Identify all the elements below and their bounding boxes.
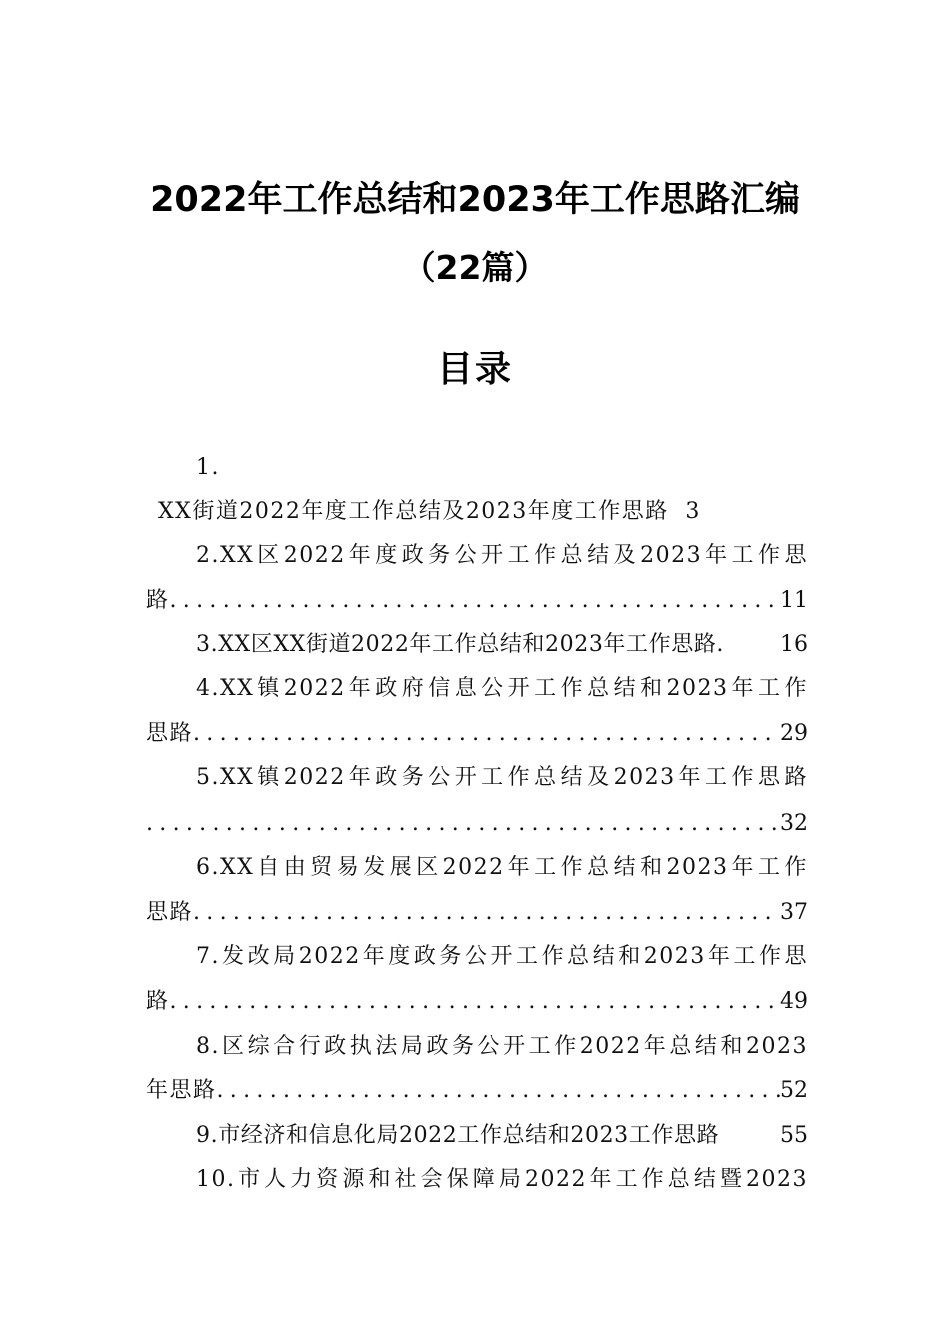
toc-entry-title: 7.发改局2022年度政务公开工作总结和2023年工作思	[196, 944, 808, 969]
toc-entry-title: 4.XX镇2022年政府信息公开工作总结和2023年工作	[196, 676, 808, 701]
dot-leader	[146, 804, 780, 844]
toc-entry-8[interactable]	[146, 1027, 808, 1067]
toc-entry-6[interactable]	[146, 848, 808, 888]
toc-entry-9[interactable]	[146, 1116, 808, 1156]
toc-entry-1[interactable]	[146, 492, 808, 532]
toc-entry-title: 9.市经济和信息化局2022工作总结和2023工作思路	[196, 1123, 720, 1148]
dot-leader	[170, 982, 780, 1022]
dot-leader	[193, 714, 780, 754]
toc-entry-title: XX街道2022年度工作总结及2023年度工作思路	[158, 499, 669, 524]
toc-entry-title-cont: 年思路	[146, 1078, 217, 1103]
toc-entry-5[interactable]	[146, 758, 808, 798]
toc-entry-page: 55	[780, 1123, 808, 1148]
toc-heading: 目录	[436, 349, 513, 390]
toc-entry-5-leader[interactable]	[146, 804, 808, 844]
toc-entry-page: 16	[780, 632, 808, 657]
toc-entry-8-leader[interactable]	[146, 1071, 808, 1111]
toc-entry-page: 49	[780, 989, 808, 1014]
toc-entry-3[interactable]	[146, 625, 808, 665]
toc-entry-page: 32	[780, 811, 808, 836]
toc-entry-6-leader[interactable]	[146, 893, 808, 933]
dot-leader	[170, 581, 780, 621]
toc-entry-7[interactable]	[146, 937, 808, 977]
toc-entry-2[interactable]	[146, 536, 808, 576]
toc-entry-page: 29	[780, 721, 808, 746]
toc-entry-1-number[interactable]	[146, 448, 808, 488]
toc-entry-title: 10.市人力资源和社会保障局2022年工作总结暨2023	[196, 1167, 808, 1192]
toc-entry-4[interactable]	[146, 669, 808, 709]
document-subtitle: （22篇）	[402, 248, 548, 287]
toc-entry-title-cont: 路	[146, 989, 170, 1014]
toc-entry-page: 37	[780, 900, 808, 925]
document-title: 2022年工作总结和2023年工作思路汇编	[150, 180, 800, 220]
toc-entry-title-cont: 思路	[146, 721, 194, 746]
toc-entry-7-leader[interactable]	[146, 982, 808, 1022]
toc-entry-page: 3	[685, 499, 701, 524]
toc-entry-page: 11	[780, 588, 808, 613]
toc-entry-title: 6.XX自由贸易发展区2022年工作总结和2023年工作	[196, 855, 808, 880]
dot-leader	[217, 1071, 780, 1111]
toc-entry-title: 2.XX区2022年度政务公开工作总结及2023年工作思	[196, 543, 808, 568]
toc-entry-4-leader[interactable]	[146, 714, 808, 754]
toc-entry-page: 52	[780, 1078, 808, 1103]
toc-entry-title: 3.XX区XX街道2022年工作总结和2023年工作思路.	[196, 632, 725, 657]
toc-entry-10[interactable]	[146, 1160, 808, 1200]
toc-entry-title-cont: 路	[146, 588, 170, 613]
toc-entry-title-cont: 思路	[146, 900, 194, 925]
toc-entry-title: 5.XX镇2022年政务公开工作总结及2023年工作思路	[196, 765, 808, 790]
toc-entry-number: 1.	[196, 455, 220, 480]
toc-entry-title: 8.区综合行政执法局政务公开工作2022年总结和2023	[196, 1034, 808, 1059]
dot-leader	[193, 893, 780, 933]
toc-entry-2-leader[interactable]	[146, 581, 808, 621]
